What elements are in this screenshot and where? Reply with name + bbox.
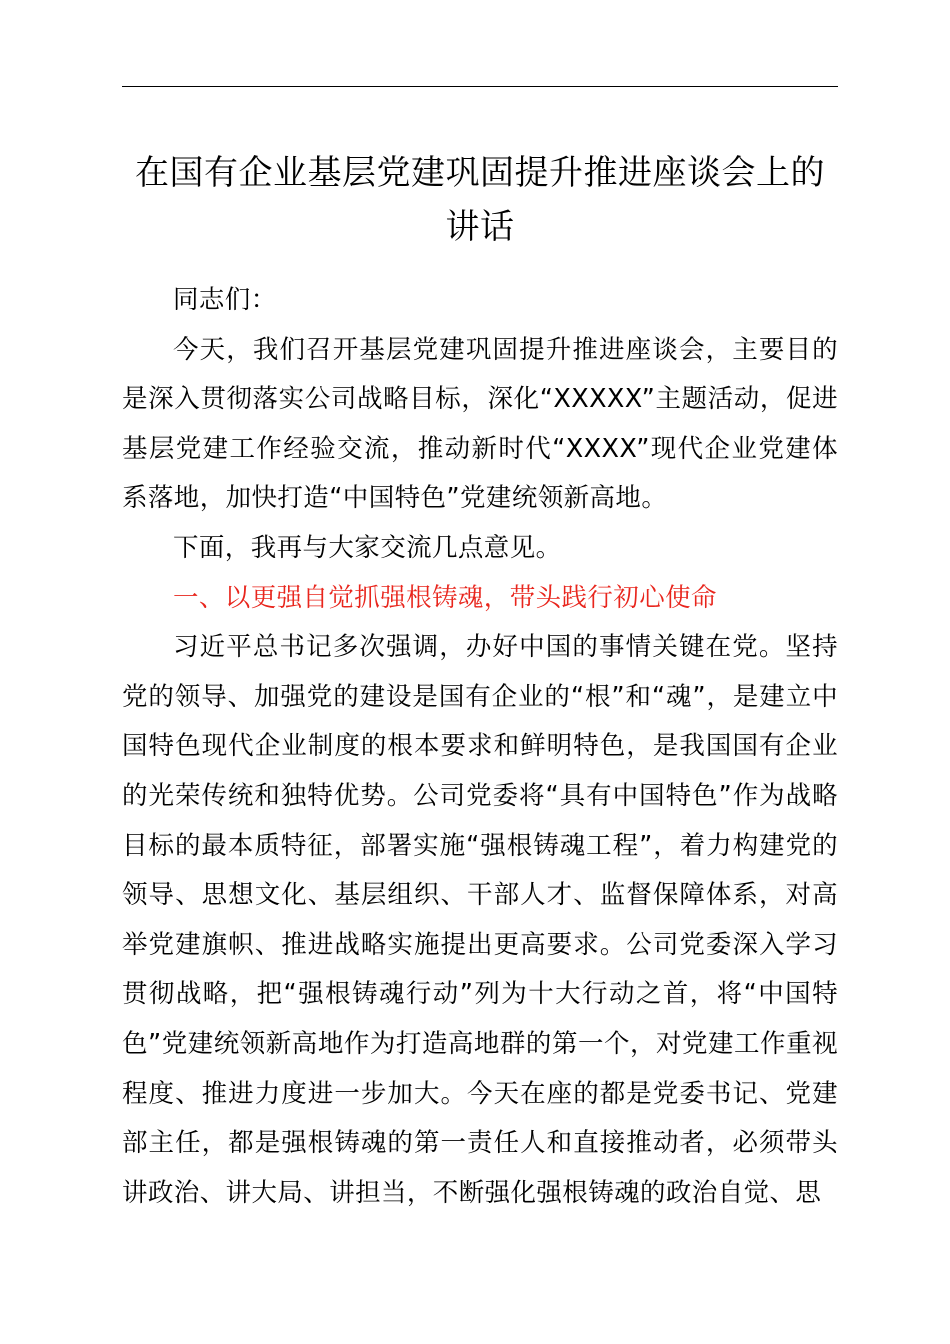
document-title: 在国有企业基层党建巩固提升推进座谈会上的讲话 xyxy=(135,153,825,247)
salutation: 同志们： xyxy=(173,285,277,315)
intro-paragraph: 今天，我们召开基层党建巩固提升推进座谈会，主要目的是深入贯彻落实公司战略目标，深化“XXXXX”主题活动，促进基层党建工作经验交流，推动新时代“XXXX”现代企业党建体系落地，加快打造“中国特色”党建统领新高地。 xyxy=(122,334,838,514)
document-body xyxy=(122,276,838,1218)
header-rule xyxy=(122,86,838,87)
section-1-paragraph: 习近平总书记多次强调，办好中国的事情关键在党。坚持党的领导、加强党的建设是国有企业的“根”和“魂”，是建立中国特色现代企业制度的根本要求和鲜明特色，是我国国有企业的光荣传统和独特优势。公司党委将“具有中国特色”作为战略目标的最本质特征，部署实施“强根铸魂工程”，着力构建党的领导、思想文化、基层组织、干部人才、监督保障体系，对高举党建旗帜、推进战略实施提出更高要求。公司党委深入学习贯彻战略，把“强根铸魂行动”列为十大行动之首，将“中国特色”党建统领新高地作为打造高地群的第一个，对党建工作重视程度、推进力度进一步加大。今天在座的都是党委书记、党建部主任，都是强根铸魂的第一责任人和直接推动者，必须带头讲政治、讲大局、讲担当，不断强化强根铸魂的政治自觉、思 xyxy=(122,632,838,1208)
transition-paragraph: 下面，我再与大家交流几点意见。 xyxy=(173,532,562,563)
section-heading-1: 一、以更强自觉抓强根铸魂，带头践行初心使命 xyxy=(173,582,717,613)
